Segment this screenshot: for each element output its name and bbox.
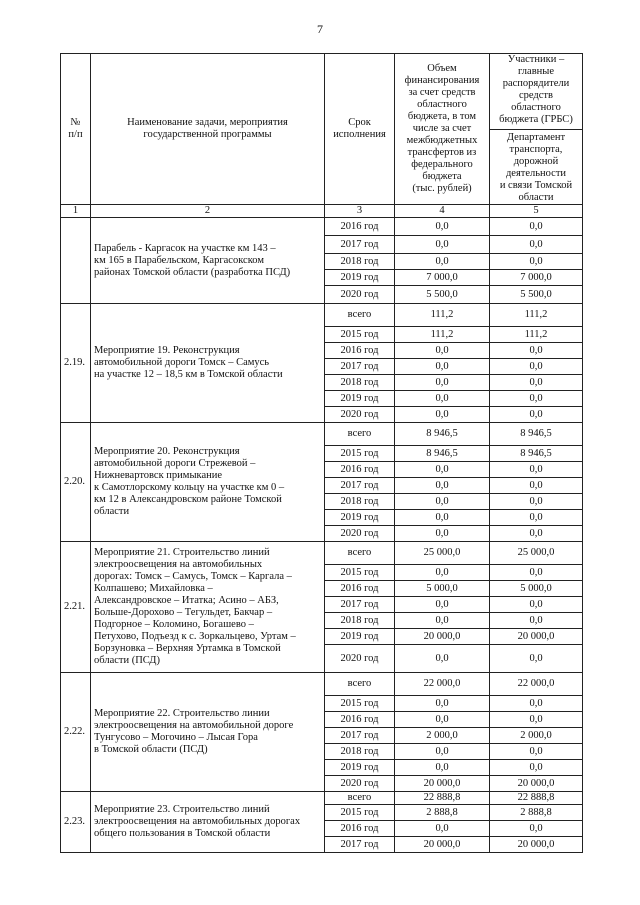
text-line: Мероприятие 19. Реконструкция: [94, 345, 240, 356]
period-cell: 2016 год: [325, 712, 395, 728]
text-line: дорогах: Томск – Самусь, Томск – Каргала –: [94, 571, 292, 582]
grbs-cell: 2 888,8: [490, 805, 583, 821]
period-cell: 2016 год: [325, 462, 395, 478]
text-line: Тунгусово – Могочино – Лысая Гора: [94, 732, 258, 743]
period-cell: 2020 год: [325, 776, 395, 792]
period-cell: 2018 год: [325, 613, 395, 629]
funding-cell: 0,0: [395, 494, 490, 510]
funding-cell: 0,0: [395, 821, 490, 837]
text-line: общего пользования в Томской области: [94, 828, 271, 839]
period-cell: 2018 год: [325, 494, 395, 510]
text-line: Подгорное – Коломино, Богашево –: [94, 619, 254, 630]
col-number-1: 1: [61, 205, 91, 218]
grbs-cell: 0,0: [490, 696, 583, 712]
period-cell: 2020 год: [325, 645, 395, 673]
text-line: Объем: [427, 63, 457, 74]
text-line: автомобильной дороги Стрежевой –: [94, 458, 256, 469]
table-row: [61, 792, 583, 805]
period-cell: 2015 год: [325, 446, 395, 462]
period-cell: 2015 год: [325, 565, 395, 581]
text-line: бюджета (ГРБС): [499, 114, 573, 125]
funding-cell: 111,2: [395, 304, 490, 327]
text-line: областного: [417, 99, 467, 110]
text-line: дорожной: [513, 156, 559, 167]
text-line: Мероприятие 23. Строительство линий: [94, 804, 270, 815]
text-line: бюджета: [422, 171, 462, 182]
header-num: [61, 54, 91, 205]
funding-cell: 0,0: [395, 391, 490, 407]
text-line: финансирования: [404, 75, 480, 86]
grbs-cell: 111,2: [490, 327, 583, 343]
grbs-cell: 111,2: [490, 304, 583, 327]
text-line: транспорта,: [509, 144, 563, 155]
period-cell: 2020 год: [325, 286, 395, 304]
text-line: федерального: [411, 159, 473, 170]
text-line: автомобильной дороги Томск – Самусь: [94, 357, 270, 368]
funding-cell: 0,0: [395, 478, 490, 494]
funding-cell: 20 000,0: [395, 776, 490, 792]
period-cell: 2016 год: [325, 581, 395, 597]
header-participants-bottom: [493, 132, 579, 204]
col-number-4: 4: [395, 205, 490, 218]
item-number: 2.21.: [61, 542, 91, 673]
grbs-cell: 0,0: [490, 494, 583, 510]
funding-cell: 22 888,8: [395, 792, 490, 805]
period-cell: 2017 год: [325, 478, 395, 494]
period-cell: всего: [325, 542, 395, 565]
text-line: области: [518, 192, 554, 203]
text-line: трансфертов из: [407, 147, 477, 158]
grbs-cell: 0,0: [490, 645, 583, 673]
text-line: государственной программы: [143, 129, 272, 140]
funding-cell: 5 500,0: [395, 286, 490, 304]
funding-cell: 20 000,0: [395, 629, 490, 645]
table-body: [61, 54, 583, 853]
period-cell: 2019 год: [325, 391, 395, 407]
item-name: [91, 218, 325, 304]
header-name: [91, 54, 325, 205]
funding-cell: 0,0: [395, 712, 490, 728]
funding-cell: 0,0: [395, 760, 490, 776]
funding-cell: 111,2: [395, 327, 490, 343]
header-funding: [395, 54, 490, 205]
grbs-cell: 0,0: [490, 407, 583, 423]
period-cell: 2019 год: [325, 510, 395, 526]
period-cell: 2017 год: [325, 236, 395, 254]
funding-cell: 0,0: [395, 613, 490, 629]
item-name: [91, 304, 325, 423]
funding-cell: 7 000,0: [395, 270, 490, 286]
text-line: электроосвещения на автомобильной дороге: [94, 720, 294, 731]
grbs-cell: 0,0: [490, 218, 583, 236]
grbs-cell: 0,0: [490, 510, 583, 526]
text-line: Мероприятие 20. Реконструкция: [94, 446, 240, 457]
text-line: в Томской области (ПСД): [94, 744, 208, 755]
text-line: (тыс. рублей): [412, 183, 472, 194]
col-number-3: 3: [325, 205, 395, 218]
text-line: Парабель - Каргасок на участке км 143 –: [94, 242, 276, 254]
grbs-cell: 22 888,8: [490, 792, 583, 805]
text-line: п/п: [68, 129, 83, 140]
funding-cell: 8 946,5: [395, 423, 490, 446]
period-cell: 2020 год: [325, 526, 395, 542]
text-line: главные: [518, 66, 554, 77]
text-line: области: [94, 506, 130, 517]
period-cell: 2020 год: [325, 407, 395, 423]
funding-cell: 0,0: [395, 343, 490, 359]
item-name: [91, 542, 325, 673]
header-period: [325, 54, 395, 205]
grbs-cell: 0,0: [490, 462, 583, 478]
funding-cell: 0,0: [395, 407, 490, 423]
period-cell: всего: [325, 423, 395, 446]
period-cell: всего: [325, 304, 395, 327]
grbs-cell: 0,0: [490, 343, 583, 359]
funding-cell: 0,0: [395, 510, 490, 526]
grbs-cell: 0,0: [490, 760, 583, 776]
funding-cell: 0,0: [395, 375, 490, 391]
grbs-cell: 0,0: [490, 254, 583, 270]
item-name: [91, 423, 325, 542]
period-cell: 2019 год: [325, 629, 395, 645]
period-cell: 2017 год: [325, 359, 395, 375]
grbs-cell: 0,0: [490, 565, 583, 581]
funding-cell: 0,0: [395, 218, 490, 236]
grbs-cell: 0,0: [490, 375, 583, 391]
text-line: районах Томской области (разработка ПСД): [94, 266, 291, 278]
text-line: Борзуновка – Верхняя Уртамка в Томской: [94, 643, 281, 654]
text-line: №: [70, 117, 81, 128]
text-line: деятельности: [505, 168, 567, 179]
text-line: средств областного: [511, 90, 561, 113]
funding-cell: 20 000,0: [395, 837, 490, 853]
text-line: распорядители: [502, 78, 570, 89]
col-number-2: 2: [91, 205, 325, 218]
item-number: 2.22.: [61, 673, 91, 792]
header-divider: [490, 129, 582, 130]
grbs-cell: 25 000,0: [490, 542, 583, 565]
text-line: Наименование задачи, мероприятия: [127, 117, 288, 128]
period-cell: 2016 год: [325, 821, 395, 837]
grbs-cell: 0,0: [490, 821, 583, 837]
funding-cell: 25 000,0: [395, 542, 490, 565]
grbs-cell: 2 000,0: [490, 728, 583, 744]
text-line: исполнения: [333, 129, 386, 140]
period-cell: всего: [325, 673, 395, 696]
period-cell: 2018 год: [325, 744, 395, 760]
period-cell: 2017 год: [325, 728, 395, 744]
header-row: [61, 54, 583, 205]
funding-cell: 0,0: [395, 236, 490, 254]
funding-cell: 0,0: [395, 565, 490, 581]
funding-cell: 2 888,8: [395, 805, 490, 821]
grbs-cell: 20 000,0: [490, 837, 583, 853]
text-line: бюджета, в том: [407, 111, 477, 122]
text-line: км 165 в Парабельском, Каргасокском: [94, 254, 264, 266]
grbs-cell: 5 000,0: [490, 581, 583, 597]
table-row: [61, 673, 583, 696]
grbs-cell: 0,0: [490, 359, 583, 375]
funding-cell: 0,0: [395, 359, 490, 375]
funding-cell: 0,0: [395, 744, 490, 760]
grbs-cell: 7 000,0: [490, 270, 583, 286]
program-table: [60, 53, 583, 853]
funding-cell: 8 946,5: [395, 446, 490, 462]
text-line: числе за счет: [412, 123, 472, 134]
header-participants-top: [493, 54, 579, 126]
grbs-cell: 8 946,5: [490, 446, 583, 462]
text-line: Петухово, Подъезд к с. Зоркальцево, Уртам –: [94, 631, 296, 642]
funding-cell: 22 000,0: [395, 673, 490, 696]
funding-cell: 0,0: [395, 696, 490, 712]
table-row: [61, 304, 583, 327]
text-line: Нижневартовск примыкание: [94, 470, 222, 481]
text-line: на участке 12 – 18,5 км в Томской области: [94, 369, 283, 380]
grbs-cell: 0,0: [490, 597, 583, 613]
text-line: Участники –: [507, 54, 565, 65]
text-line: Срок: [348, 117, 371, 128]
text-line: электроосвещения на автомобильных дорогах: [94, 816, 301, 827]
item-number: [61, 218, 91, 304]
item-number: 2.20.: [61, 423, 91, 542]
period-cell: 2015 год: [325, 327, 395, 343]
funding-cell: 0,0: [395, 462, 490, 478]
text-line: Мероприятие 22. Строительство линии: [94, 708, 270, 719]
period-cell: всего: [325, 792, 395, 805]
text-line: Департамент: [506, 132, 566, 143]
funding-cell: 5 000,0: [395, 581, 490, 597]
period-cell: 2015 год: [325, 805, 395, 821]
text-line: Больше-Дорохово – Тегульдет, Бакчар –: [94, 607, 273, 618]
text-line: Александровское – Итатка; Асино – АБЗ,: [94, 595, 279, 606]
table-row: [61, 218, 583, 236]
table-row: [61, 423, 583, 446]
funding-cell: 0,0: [395, 597, 490, 613]
text-line: Колпашево; Михайловка –: [94, 583, 213, 594]
text-line: и связи Томской: [499, 180, 573, 191]
grbs-cell: 20 000,0: [490, 629, 583, 645]
period-cell: 2018 год: [325, 375, 395, 391]
item-number: 2.23.: [61, 792, 91, 853]
period-cell: 2016 год: [325, 218, 395, 236]
grbs-cell: 22 000,0: [490, 673, 583, 696]
period-cell: 2016 год: [325, 343, 395, 359]
funding-cell: 0,0: [395, 645, 490, 673]
column-numbers-row: [61, 205, 583, 218]
grbs-cell: 0,0: [490, 613, 583, 629]
funding-cell: 0,0: [395, 526, 490, 542]
table-row: [61, 542, 583, 565]
funding-cell: 2 000,0: [395, 728, 490, 744]
funding-cell: 0,0: [395, 254, 490, 270]
grbs-cell: 0,0: [490, 236, 583, 254]
grbs-cell: 0,0: [490, 478, 583, 494]
grbs-cell: 0,0: [490, 712, 583, 728]
grbs-cell: 0,0: [490, 391, 583, 407]
page-number: 7: [317, 22, 323, 36]
period-cell: 2017 год: [325, 837, 395, 853]
grbs-cell: 8 946,5: [490, 423, 583, 446]
text-line: Мероприятие 21. Строительство линий: [94, 547, 270, 558]
period-cell: 2019 год: [325, 270, 395, 286]
grbs-cell: 0,0: [490, 526, 583, 542]
text-line: электроосвещения на автомобильных: [94, 559, 263, 570]
text-line: области (ПСД): [94, 655, 160, 666]
period-cell: 2019 год: [325, 760, 395, 776]
period-cell: 2017 год: [325, 597, 395, 613]
col-number-5: 5: [490, 205, 583, 218]
header-participants: [490, 54, 583, 205]
item-number: 2.19.: [61, 304, 91, 423]
text-line: за счет средств: [408, 87, 476, 98]
period-cell: 2018 год: [325, 254, 395, 270]
grbs-cell: 0,0: [490, 744, 583, 760]
grbs-cell: 5 500,0: [490, 286, 583, 304]
text-line: к Самотлорскому кольцу на участке км 0 –: [94, 482, 285, 493]
text-line: км 12 в Александровском районе Томской: [94, 494, 282, 505]
period-cell: 2015 год: [325, 696, 395, 712]
text-line: межбюджетных: [406, 135, 478, 146]
grbs-cell: 20 000,0: [490, 776, 583, 792]
item-name: [91, 792, 325, 853]
item-name: [91, 673, 325, 792]
